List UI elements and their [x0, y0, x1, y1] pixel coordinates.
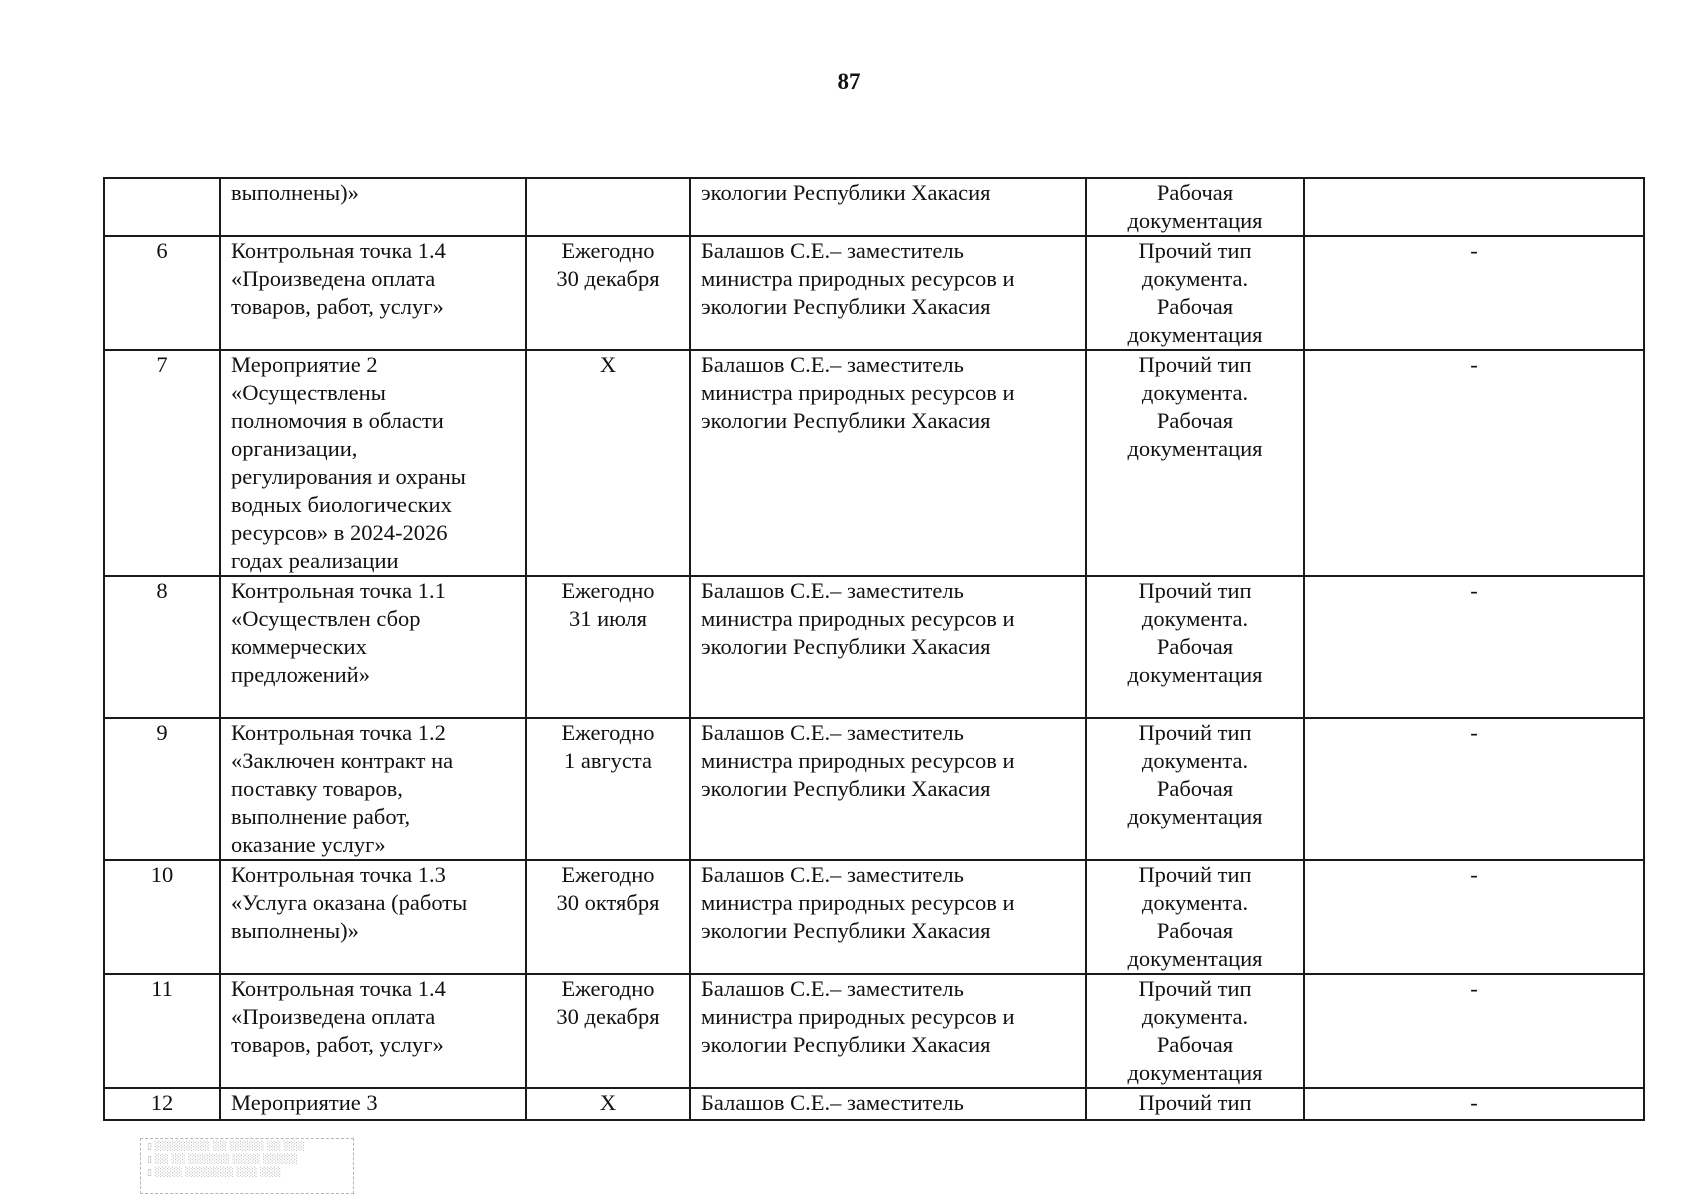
- row-number-cell: 6: [104, 236, 220, 350]
- deadline-cell: X: [526, 1088, 690, 1120]
- note-cell: -: [1304, 1088, 1644, 1120]
- document-type-cell: Прочий тип: [1086, 1088, 1304, 1120]
- deadline-cell: X: [526, 350, 690, 576]
- row-number-cell: 7: [104, 350, 220, 576]
- measure-name-cell: выполнены)»: [220, 178, 526, 236]
- document-type-cell: Прочий тип документа. Рабочая документация: [1086, 350, 1304, 576]
- note-cell: -: [1304, 576, 1644, 718]
- document-type-cell: Прочий тип документа. Рабочая документация: [1086, 576, 1304, 718]
- document-type-cell: Прочий тип документа. Рабочая документация: [1086, 718, 1304, 860]
- responsible-cell: Балашов С.Е.– заместитель министра природных ресурсов и экологии Республики Хакасия: [690, 350, 1086, 576]
- measure-name-cell: Контрольная точка 1.3 «Услуга оказана (работы выполнены)»: [220, 860, 526, 974]
- table-row: [104, 974, 1644, 1088]
- measure-name-cell: Мероприятие 2 «Осуществлены полномочия в области организации, регулирования и охраны водных биологических ресурсов» в 2024-2026 годах реализации: [220, 350, 526, 576]
- measure-name-cell: Контрольная точка 1.2 «Заключен контракт на поставку товаров, выполнение работ, оказание услуг»: [220, 718, 526, 860]
- responsible-cell: Балашов С.Е.– заместитель министра природных ресурсов и экологии Республики Хакасия: [690, 860, 1086, 974]
- table-row: [104, 718, 1644, 860]
- responsible-cell: Балашов С.Е.– заместитель министра природных ресурсов и экологии Республики Хакасия: [690, 576, 1086, 718]
- row-number-cell: 12: [104, 1088, 220, 1120]
- table-row: [104, 178, 1644, 236]
- note-cell: -: [1304, 350, 1644, 576]
- table-row: [104, 350, 1644, 576]
- measures-table: [103, 177, 1645, 1121]
- row-number-cell: 9: [104, 718, 220, 860]
- document-type-cell: Прочий тип документа. Рабочая документация: [1086, 236, 1304, 350]
- electronic-signature-stamp: ▯ ░░░░░░░░ ░░ ░░░░░ ░░ ░░░ ▯ ░░ ░░ ░░░░░░ ░░░░ ░░░░░ ▯ ░░░░ ░░░░░░░ ░░░ ░░░: [140, 1138, 354, 1194]
- table-row: [104, 236, 1644, 350]
- deadline-cell: [526, 178, 690, 236]
- row-number-cell: 8: [104, 576, 220, 718]
- table-row: [104, 576, 1644, 718]
- note-cell: [1304, 178, 1644, 236]
- deadline-cell: Ежегодно 30 декабря: [526, 974, 690, 1088]
- deadline-cell: Ежегодно 31 июля: [526, 576, 690, 718]
- responsible-cell: экологии Республики Хакасия: [690, 178, 1086, 236]
- document-type-cell: Прочий тип документа. Рабочая документация: [1086, 860, 1304, 974]
- row-number-cell: [104, 178, 220, 236]
- page-number: 87: [837, 69, 861, 94]
- document-type-cell: Прочий тип документа. Рабочая документация: [1086, 974, 1304, 1088]
- note-cell: -: [1304, 236, 1644, 350]
- responsible-cell: Балашов С.Е.– заместитель министра природных ресурсов и экологии Республики Хакасия: [690, 718, 1086, 860]
- table-row: [104, 860, 1644, 974]
- responsible-cell: Балашов С.Е.– заместитель министра природных ресурсов и экологии Республики Хакасия: [690, 236, 1086, 350]
- deadline-cell: Ежегодно 30 декабря: [526, 236, 690, 350]
- note-cell: -: [1304, 860, 1644, 974]
- note-cell: -: [1304, 974, 1644, 1088]
- measure-name-cell: Мероприятие 3: [220, 1088, 526, 1120]
- table-row: [104, 1088, 1644, 1120]
- measure-name-cell: Контрольная точка 1.1 «Осуществлен сбор коммерческих предложений»: [220, 576, 526, 718]
- note-cell: -: [1304, 718, 1644, 860]
- measure-name-cell: Контрольная точка 1.4 «Произведена оплата товаров, работ, услуг»: [220, 974, 526, 1088]
- responsible-cell: Балашов С.Е.– заместитель министра природных ресурсов и экологии Республики Хакасия: [690, 974, 1086, 1088]
- measure-name-cell: Контрольная точка 1.4 «Произведена оплата товаров, работ, услуг»: [220, 236, 526, 350]
- row-number-cell: 10: [104, 860, 220, 974]
- responsible-cell: Балашов С.Е.– заместитель: [690, 1088, 1086, 1120]
- deadline-cell: Ежегодно 1 августа: [526, 718, 690, 860]
- row-number-cell: 11: [104, 974, 220, 1088]
- document-type-cell: Рабочая документация: [1086, 178, 1304, 236]
- deadline-cell: Ежегодно 30 октября: [526, 860, 690, 974]
